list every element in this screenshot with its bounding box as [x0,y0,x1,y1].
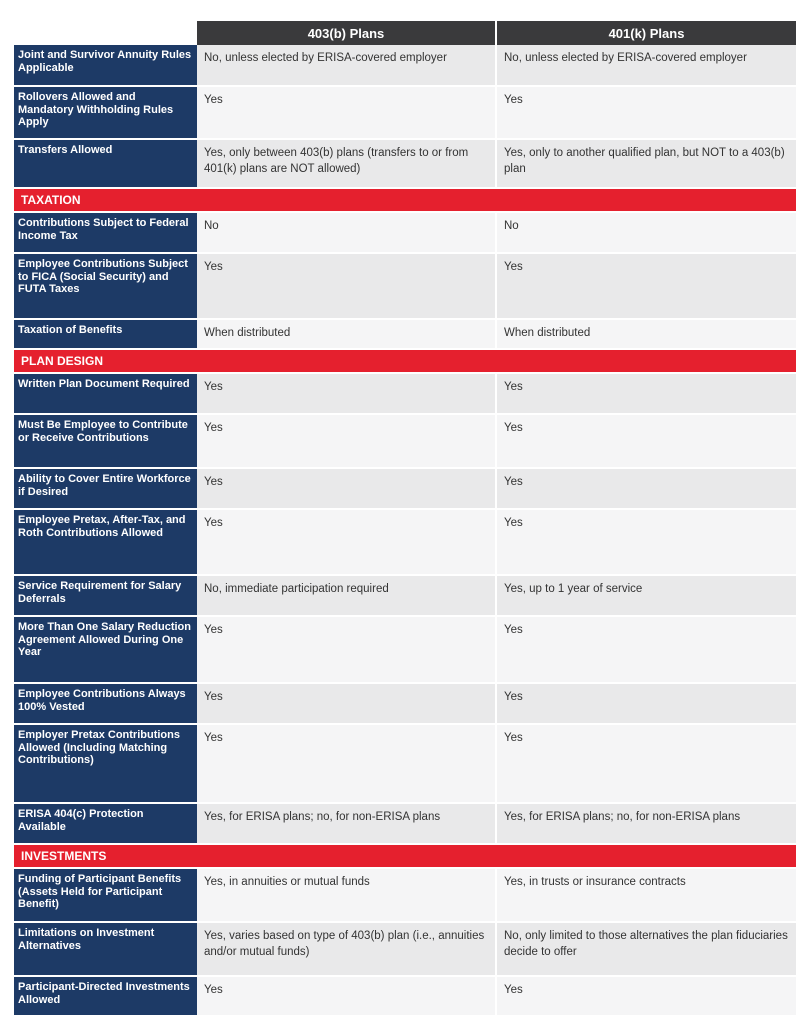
table-row [14,469,796,510]
cell-401k: Yes [497,684,796,723]
cell-401k: Yes [497,374,796,413]
cell-403b: Yes [197,684,497,723]
row-label: Service Requirement for Salary Deferrals [14,576,197,615]
table-row [14,869,796,923]
table-row [14,725,796,804]
section-header: PLAN DESIGN [14,350,796,374]
header-spacer [14,21,197,45]
cell-401k: Yes, up to 1 year of service [497,576,796,615]
row-label: Limitations on Investment Alternatives [14,923,197,975]
row-label: More Than One Salary Reduction Agreement Allowed During One Year [14,617,197,682]
row-label: ERISA 404(c) Protection Available [14,804,197,843]
cell-401k: No, only limited to those alternatives the plan fiduciaries decide to offer [497,923,796,975]
cell-403b: Yes [197,254,497,318]
cell-401k: No [497,213,796,252]
table-row [14,576,796,617]
table-row [14,684,796,725]
cell-401k: Yes [497,617,796,682]
table-row [14,977,796,1017]
cell-401k: Yes [497,87,796,138]
cell-403b: Yes [197,469,497,508]
cell-403b: Yes, in annuities or mutual funds [197,869,497,921]
cell-403b: Yes [197,977,497,1015]
cell-403b: Yes, varies based on type of 403(b) plan (i.e., annuities and/or mutual funds) [197,923,497,975]
cell-403b: No, immediate participation required [197,576,497,615]
cell-403b: Yes [197,374,497,413]
table-body [14,45,796,1017]
cell-403b: Yes [197,725,497,802]
table-row [14,87,796,140]
section-header: TAXATION [14,189,796,213]
cell-401k: Yes [497,977,796,1015]
cell-403b: Yes, only between 403(b) plans (transfers to or from 401(k) plans are NOT allowed) [197,140,497,187]
table-row [14,415,796,469]
cell-403b: Yes [197,415,497,467]
table-row [14,45,796,87]
cell-403b: When distributed [197,320,497,348]
table-row [14,254,796,320]
row-label: Ability to Cover Entire Workforce if Desired [14,469,197,508]
row-label: Employee Contributions Always 100% Vested [14,684,197,723]
row-label: Transfers Allowed [14,140,197,187]
cell-401k: Yes, for ERISA plans; no, for non-ERISA plans [497,804,796,843]
table-row [14,320,796,350]
cell-403b: Yes [197,617,497,682]
row-label: Joint and Survivor Annuity Rules Applicable [14,45,197,85]
cell-401k: Yes [497,415,796,467]
row-label: Rollovers Allowed and Mandatory Withholding Rules Apply [14,87,197,138]
cell-403b: No [197,213,497,252]
table-row [14,923,796,977]
table-row [14,804,796,845]
row-label: Funding of Participant Benefits (Assets Held for Participant Benefit) [14,869,197,921]
table-row [14,374,796,415]
cell-401k: No, unless elected by ERISA-covered employer [497,45,796,85]
table-row [14,140,796,189]
cell-401k: Yes, only to another qualified plan, but NOT to a 403(b) plan [497,140,796,187]
row-label: Taxation of Benefits [14,320,197,348]
cell-403b: Yes [197,510,497,574]
cell-403b: Yes, for ERISA plans; no, for non-ERISA plans [197,804,497,843]
row-label: Contributions Subject to Federal Income Tax [14,213,197,252]
cell-403b: Yes [197,87,497,138]
cell-401k: When distributed [497,320,796,348]
comparison-table [14,21,796,1017]
row-label: Written Plan Document Required [14,374,197,413]
cell-401k: Yes [497,510,796,574]
row-label: Participant-Directed Investments Allowed [14,977,197,1015]
row-label: Employee Pretax, After-Tax, and Roth Contributions Allowed [14,510,197,574]
table-row [14,213,796,254]
cell-401k: Yes [497,254,796,318]
cell-401k: Yes, in trusts or insurance contracts [497,869,796,921]
row-label: Employee Contributions Subject to FICA (Social Security) and FUTA Taxes [14,254,197,318]
table-header [14,21,796,45]
table-row [14,510,796,576]
row-label: Employer Pretax Contributions Allowed (Including Matching Contributions) [14,725,197,802]
table-row [14,617,796,684]
cell-401k: Yes [497,725,796,802]
section-header: INVESTMENTS [14,845,796,869]
row-label: Must Be Employee to Contribute or Receive Contributions [14,415,197,467]
cell-403b: No, unless elected by ERISA-covered employer [197,45,497,85]
column-header-401k: 401(k) Plans [497,21,796,45]
cell-401k: Yes [497,469,796,508]
column-header-403b: 403(b) Plans [197,21,497,45]
